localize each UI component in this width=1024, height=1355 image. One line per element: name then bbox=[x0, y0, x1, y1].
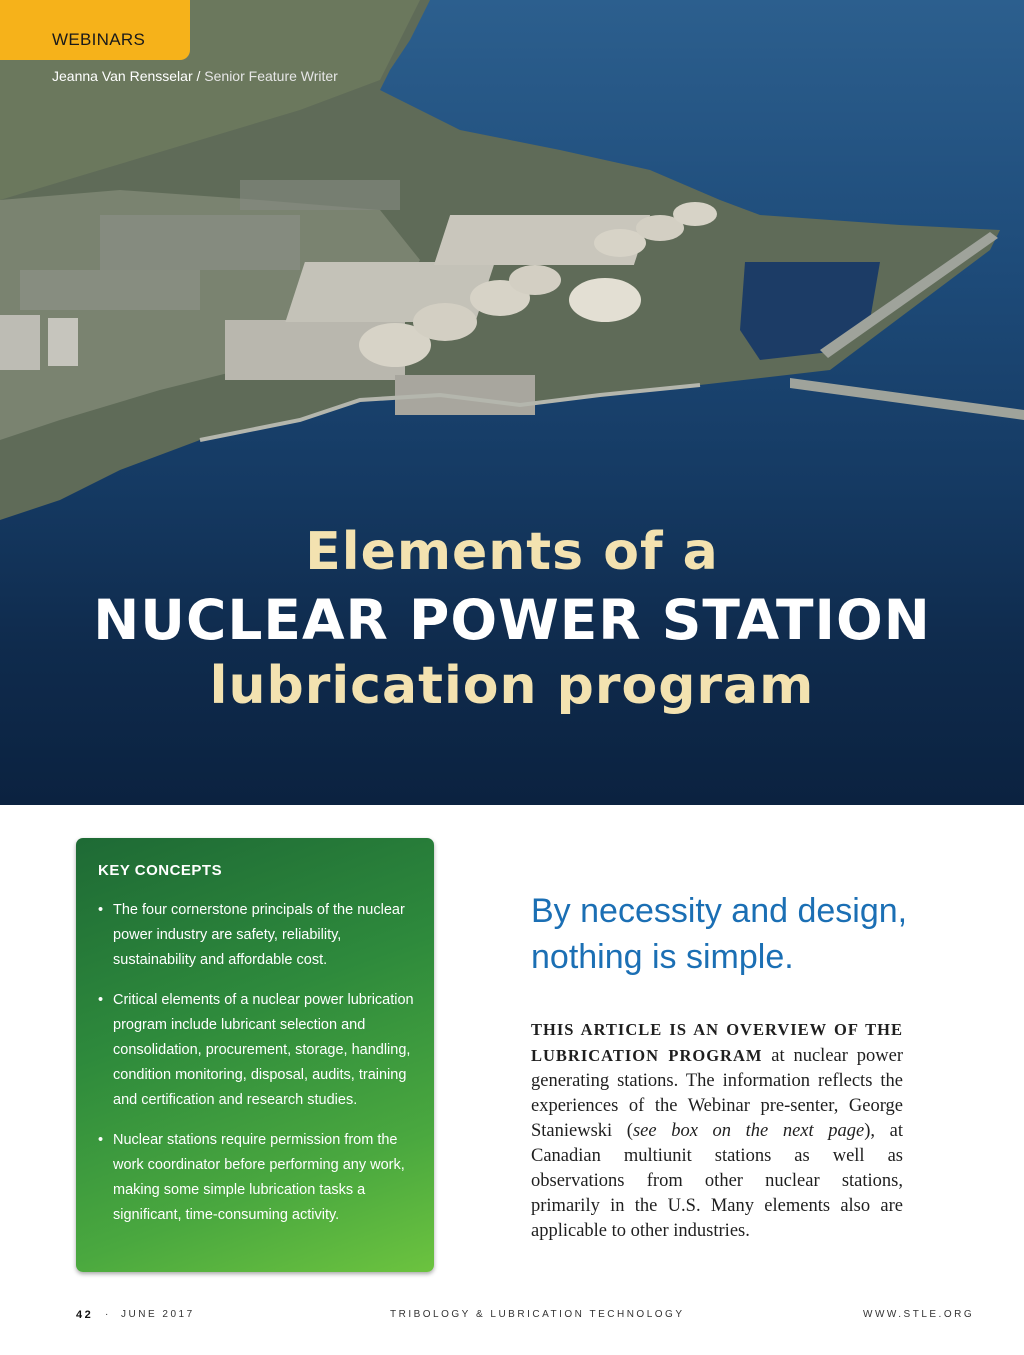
key-concept-item bbox=[98, 898, 416, 973]
key-concepts-box bbox=[76, 838, 434, 1272]
title-line-1: Elements of a bbox=[305, 522, 719, 582]
key-concept-item bbox=[98, 988, 416, 1113]
article-text-2: ), at Canadian multiunit stations as well as observations from other nuclear stations, primarily in the U.S. Many elements also are applicable to other industries. bbox=[531, 1121, 903, 1241]
key-concept-text: The four cornerstone principals of the nuclear power industry are safety, reliability, sustainability and affordable cost. bbox=[113, 902, 405, 968]
section-tag-label: WEBINARS bbox=[52, 30, 146, 49]
bullet-icon: • bbox=[98, 992, 104, 1008]
key-concepts-list bbox=[98, 898, 416, 1243]
key-concept-text: Nuclear stations require permission from the work coordinator before performing any work, making some simple lubrication tasks a significant, time-consuming activity. bbox=[113, 1132, 405, 1223]
key-concept-text: Critical elements of a nuclear power lubrication program include lubricant selection and consolidation, procurement, storage, handling, condition monitoring, disposal, audits, training and certification and research studies. bbox=[113, 992, 414, 1108]
page-number: 42 bbox=[76, 1309, 94, 1321]
website-link[interactable]: WWW.STLE.ORG bbox=[863, 1309, 975, 1320]
article-text-italic: see box on the next page bbox=[632, 1121, 865, 1141]
title-line-2: NUCLEAR POWER STATION bbox=[93, 588, 931, 652]
article-text-1: at nuclear power generating stations. The information reflects the experiences of the Webinar pre-senter, George Staniewski ( bbox=[531, 1046, 903, 1141]
section-tag bbox=[0, 0, 190, 60]
bullet-icon: • bbox=[98, 1132, 104, 1148]
bullet-icon: • bbox=[98, 902, 104, 918]
author-name: Jeanna Van Rensselar bbox=[52, 68, 193, 84]
author-role: Senior Feature Writer bbox=[204, 68, 338, 84]
article-intro bbox=[531, 1017, 903, 1244]
deck-headline: By necessity and design, nothing is simple. bbox=[531, 892, 908, 976]
key-concept-item bbox=[98, 1128, 416, 1228]
issue-date: JUNE 2017 bbox=[121, 1309, 195, 1320]
byline bbox=[52, 68, 338, 84]
key-concepts-heading: KEY CONCEPTS bbox=[98, 862, 223, 879]
title-line-3: lubrication program bbox=[209, 656, 815, 716]
footer-separator: · bbox=[105, 1309, 111, 1320]
byline-separator: / bbox=[196, 68, 201, 84]
magazine-name: TRIBOLOGY & LUBRICATION TECHNOLOGY bbox=[390, 1309, 685, 1320]
article-lead-in: THIS ARTICLE IS AN OVERVIEW OF THE LUBRICATION PROGRAM bbox=[531, 1020, 903, 1065]
